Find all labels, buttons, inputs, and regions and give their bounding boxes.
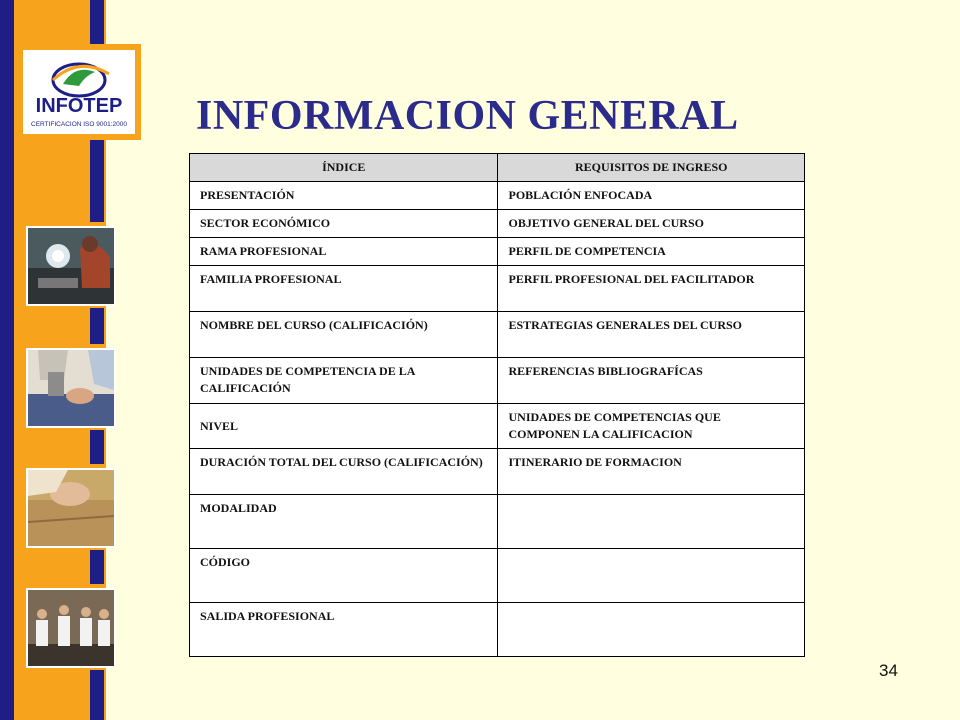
table-cell: UNIDADES DE COMPETENCIAS QUE COMPONEN LA CALIFICACION: [498, 404, 805, 449]
page-number: 34: [879, 661, 898, 680]
table-cell: CÓDIGO: [190, 549, 498, 603]
table-cell: PERFIL PROFESIONAL DEL FACILITADOR: [498, 266, 805, 312]
table-cell: SALIDA PROFESIONAL: [190, 603, 498, 657]
table-header-row: [190, 154, 805, 182]
table-row: [190, 495, 805, 549]
table-cell: [498, 495, 805, 549]
table-row: [190, 182, 805, 210]
table-cell: PRESENTACIÓN: [190, 182, 498, 210]
table-row: [190, 312, 805, 358]
table-cell: REFERENCIAS BIBLIOGRAFÍCAS: [498, 358, 805, 404]
table-row: [190, 404, 805, 449]
table-row: [190, 358, 805, 404]
table-row: [190, 266, 805, 312]
table-cell: FAMILIA PROFESIONAL: [190, 266, 498, 312]
infotep-logo: [23, 50, 135, 134]
column-header: ÍNDICE: [190, 154, 498, 182]
table-row: [190, 603, 805, 657]
table-row: [190, 549, 805, 603]
table-row: [190, 449, 805, 495]
logo-tagline: CERTIFICACION ISO 9001:2000: [31, 121, 127, 128]
info-table: [189, 153, 805, 657]
table-cell: [498, 549, 805, 603]
column-header: REQUISITOS DE INGRESO: [498, 154, 805, 182]
logo-frame: [17, 44, 141, 140]
table-row: [190, 238, 805, 266]
slide-title: INFORMACION GENERAL: [196, 93, 739, 139]
table-cell: NOMBRE DEL CURSO (CALIFICACIÓN): [190, 312, 498, 358]
table-cell: ITINERARIO DE FORMACION: [498, 449, 805, 495]
woodwork-photo: [26, 468, 116, 548]
logo-wordmark: INFOTEP: [35, 95, 123, 117]
table-cell: MODALIDAD: [190, 495, 498, 549]
table-cell: POBLACIÓN ENFOCADA: [498, 182, 805, 210]
table-cell: DURACIÓN TOTAL DEL CURSO (CALIFICACIÓN): [190, 449, 498, 495]
sewing-photo: [26, 348, 116, 428]
chefs-photo: [26, 588, 116, 668]
table-cell: ESTRATEGIAS GENERALES DEL CURSO: [498, 312, 805, 358]
table-cell: PERFIL DE COMPETENCIA: [498, 238, 805, 266]
table-cell: OBJETIVO GENERAL DEL CURSO: [498, 210, 805, 238]
table-cell: [498, 603, 805, 657]
table-cell: UNIDADES DE COMPETENCIA DE LA CALIFICACIÓN: [190, 358, 498, 404]
table-cell: NIVEL: [190, 404, 498, 449]
table-cell: RAMA PROFESIONAL: [190, 238, 498, 266]
table-cell: SECTOR ECONÓMICO: [190, 210, 498, 238]
table-row: [190, 210, 805, 238]
welding-photo: [26, 226, 116, 306]
